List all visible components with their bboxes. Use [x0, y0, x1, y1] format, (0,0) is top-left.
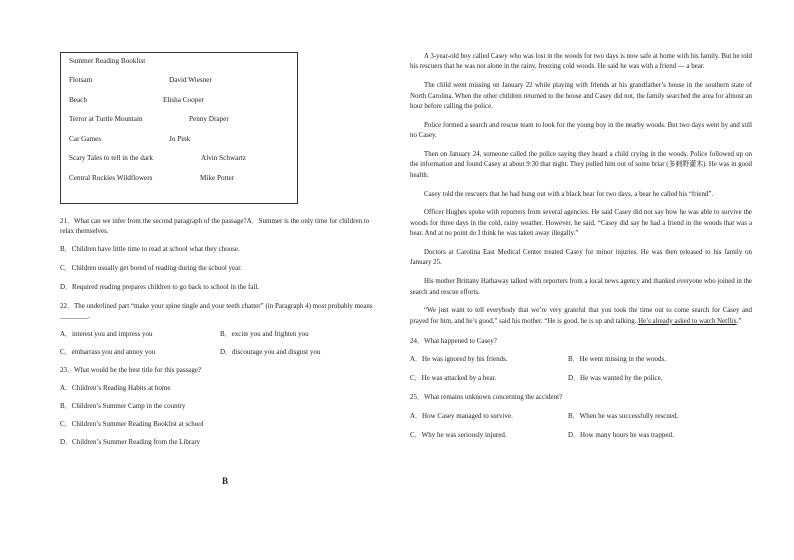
book-author: Elisha Cooper: [163, 95, 204, 104]
right-column: [410, 52, 752, 440]
book-author: David Wiesner: [169, 76, 212, 84]
question-25-option-a: A．How Casey managed to survive.: [410, 412, 513, 421]
question-22-options-row: [60, 347, 382, 357]
question-25-option-c: C．Why he was seriously injured.: [410, 431, 507, 440]
book-title: Terror at Turtle Mountain: [69, 115, 143, 124]
booklist-row: [69, 154, 291, 163]
question-23-option-d: D．Children’s Summer Reading from the Library: [60, 438, 201, 447]
question-24-options-row: [410, 354, 752, 364]
booklist-row: [69, 76, 291, 85]
question-21-stem: 21．What can we infer from the second paragraph of the passage?A．Summer is the only time for children to relax themselves.: [60, 217, 370, 236]
underlined-phrase: He’s already asked to watch Netflix: [638, 317, 737, 325]
passage-paragraph-last: [410, 306, 752, 327]
question-22-options-row: [60, 329, 382, 339]
booklist-title: Summer Reading Booklist: [69, 57, 146, 65]
passage-paragraph: Doctors at Carolina East Medical Center treated Casey for minor injuries. He was then released to his family on January 25.: [410, 249, 752, 267]
passage-paragraph: Police formed a search and rescue team to look for the young boy in the nearby woods. But two days went by and still no Casey.: [410, 121, 752, 140]
booklist-row: [69, 96, 291, 105]
question-21-option-d: D．Required reading prepares children to go back to school in the fall.: [60, 282, 260, 291]
booklist-row: [69, 115, 291, 124]
passage-text: “We just want to tell everybody that we’re very grateful that you took the time out to come search for Casey and prayed for him, and he’s good,” said his mother. “He is good, he is up and talking.: [410, 307, 752, 325]
book-author: Alvin Schwartz: [201, 154, 246, 163]
question-23-stem: 23．What would be the best title for this passage?: [60, 365, 202, 374]
book-author: Penny Draper: [189, 115, 229, 124]
book-author: Jo Pink: [169, 134, 191, 143]
booklist-row: [69, 135, 291, 144]
question-22-stem: 22．The underlined part “make your spine tingle and your teeth chatter” (in Paragraph 4) most probably means ________.: [60, 301, 373, 321]
question-23-option-c: C．Children’s Summer Reading Booklist at school: [60, 420, 204, 429]
question-24-option-b: B．He went missing in the woods.: [568, 355, 666, 364]
question-23-option-a: A．Children’s Reading Habits at home: [60, 384, 171, 393]
passage-text: .”: [736, 317, 742, 325]
question-25-stem: 25．What remains unknown concerning the accident?: [410, 393, 563, 402]
book-title: Car Games: [69, 134, 102, 143]
question-24-options-row: [410, 373, 752, 383]
passage-paragraph: Casey told the rescuers that he had hung out with a black bear for two days, a bear he called his “friend”.: [424, 190, 714, 198]
book-title: Beach: [69, 95, 87, 104]
left-column: [60, 52, 382, 447]
question-24-option-a: A．He was ignored by his friends.: [410, 355, 508, 364]
passage-paragraph: A 3-year-old boy called Casey who was lost in the woods for two days is now safe at home with his family. But he told his rescuers that he was not alone in the rainy, freezing cold woods. He said he was with a friend — a bear.: [410, 53, 753, 71]
passage-paragraph: His mother Brittany Hathaway talked with reporters from a local news agency and thanked everyone who joined in the search and rescue efforts.: [410, 278, 752, 296]
book-title: Scary Tales to tell in the dark: [69, 154, 153, 163]
book-title: Flotsam: [69, 76, 93, 84]
question-24-stem: 24．What happened to Casey?: [410, 336, 497, 345]
booklist-box: [60, 52, 298, 204]
question-25-option-b: B．When he was successfully rescued.: [568, 412, 679, 421]
passage-paragraph: Officer Hughes spoke with reporters from several agencies. He said Casey did not say how he was able to survive the woods for three days in the cold, rainy weather. However, he said, “Casey did say he had a friend in the woods that was a bear. And at no point do I think he was taken away illegally.”: [410, 209, 752, 238]
question-22-option-c: C．embarrass you and annoy you: [60, 347, 156, 356]
booklist-row: [69, 174, 291, 183]
question-24-option-d: D．He was wanted by the police.: [568, 374, 663, 383]
question-22-option-d: D．discourage you and disgust you: [220, 347, 321, 356]
question-25-options-row: [410, 430, 752, 440]
book-title: Central Rockies Wildflowers: [69, 173, 153, 182]
question-21-option-c: C．Children usually get bored of reading during the school year.: [60, 263, 242, 272]
passage-paragraph: The child went missing on January 22 while playing with friends at his grandfather’s house in the southern state of North Carolina. When the other children returned to the house and Casey did not, the family searched the area for almost an hour before calling the police.: [410, 82, 752, 111]
question-23-option-b: B．Children’s Summer Camp in the country: [60, 402, 186, 411]
question-21-option-b: B．Children have little time to read at school what they choose.: [60, 244, 240, 253]
passage-paragraph: Then on January 24, someone called the police saying they heard a child crying in the woods. Police followed up on the information and found Casey at about 9:30 that night. They pulled him out of some briar (多刺野灌木). He was in good health.: [410, 151, 752, 179]
question-25-options-row: [410, 411, 752, 421]
question-22-option-a: A．interest you and impress you: [60, 329, 153, 338]
section-mark: B: [222, 476, 229, 486]
question-25-option-d: D．How many hours he was trapped.: [568, 431, 674, 440]
question-22-option-b: B．excite you and frighten you: [220, 329, 309, 338]
question-24-option-c: C．He was attacked by a bear.: [410, 374, 497, 383]
book-author: Mike Potter: [200, 173, 235, 182]
